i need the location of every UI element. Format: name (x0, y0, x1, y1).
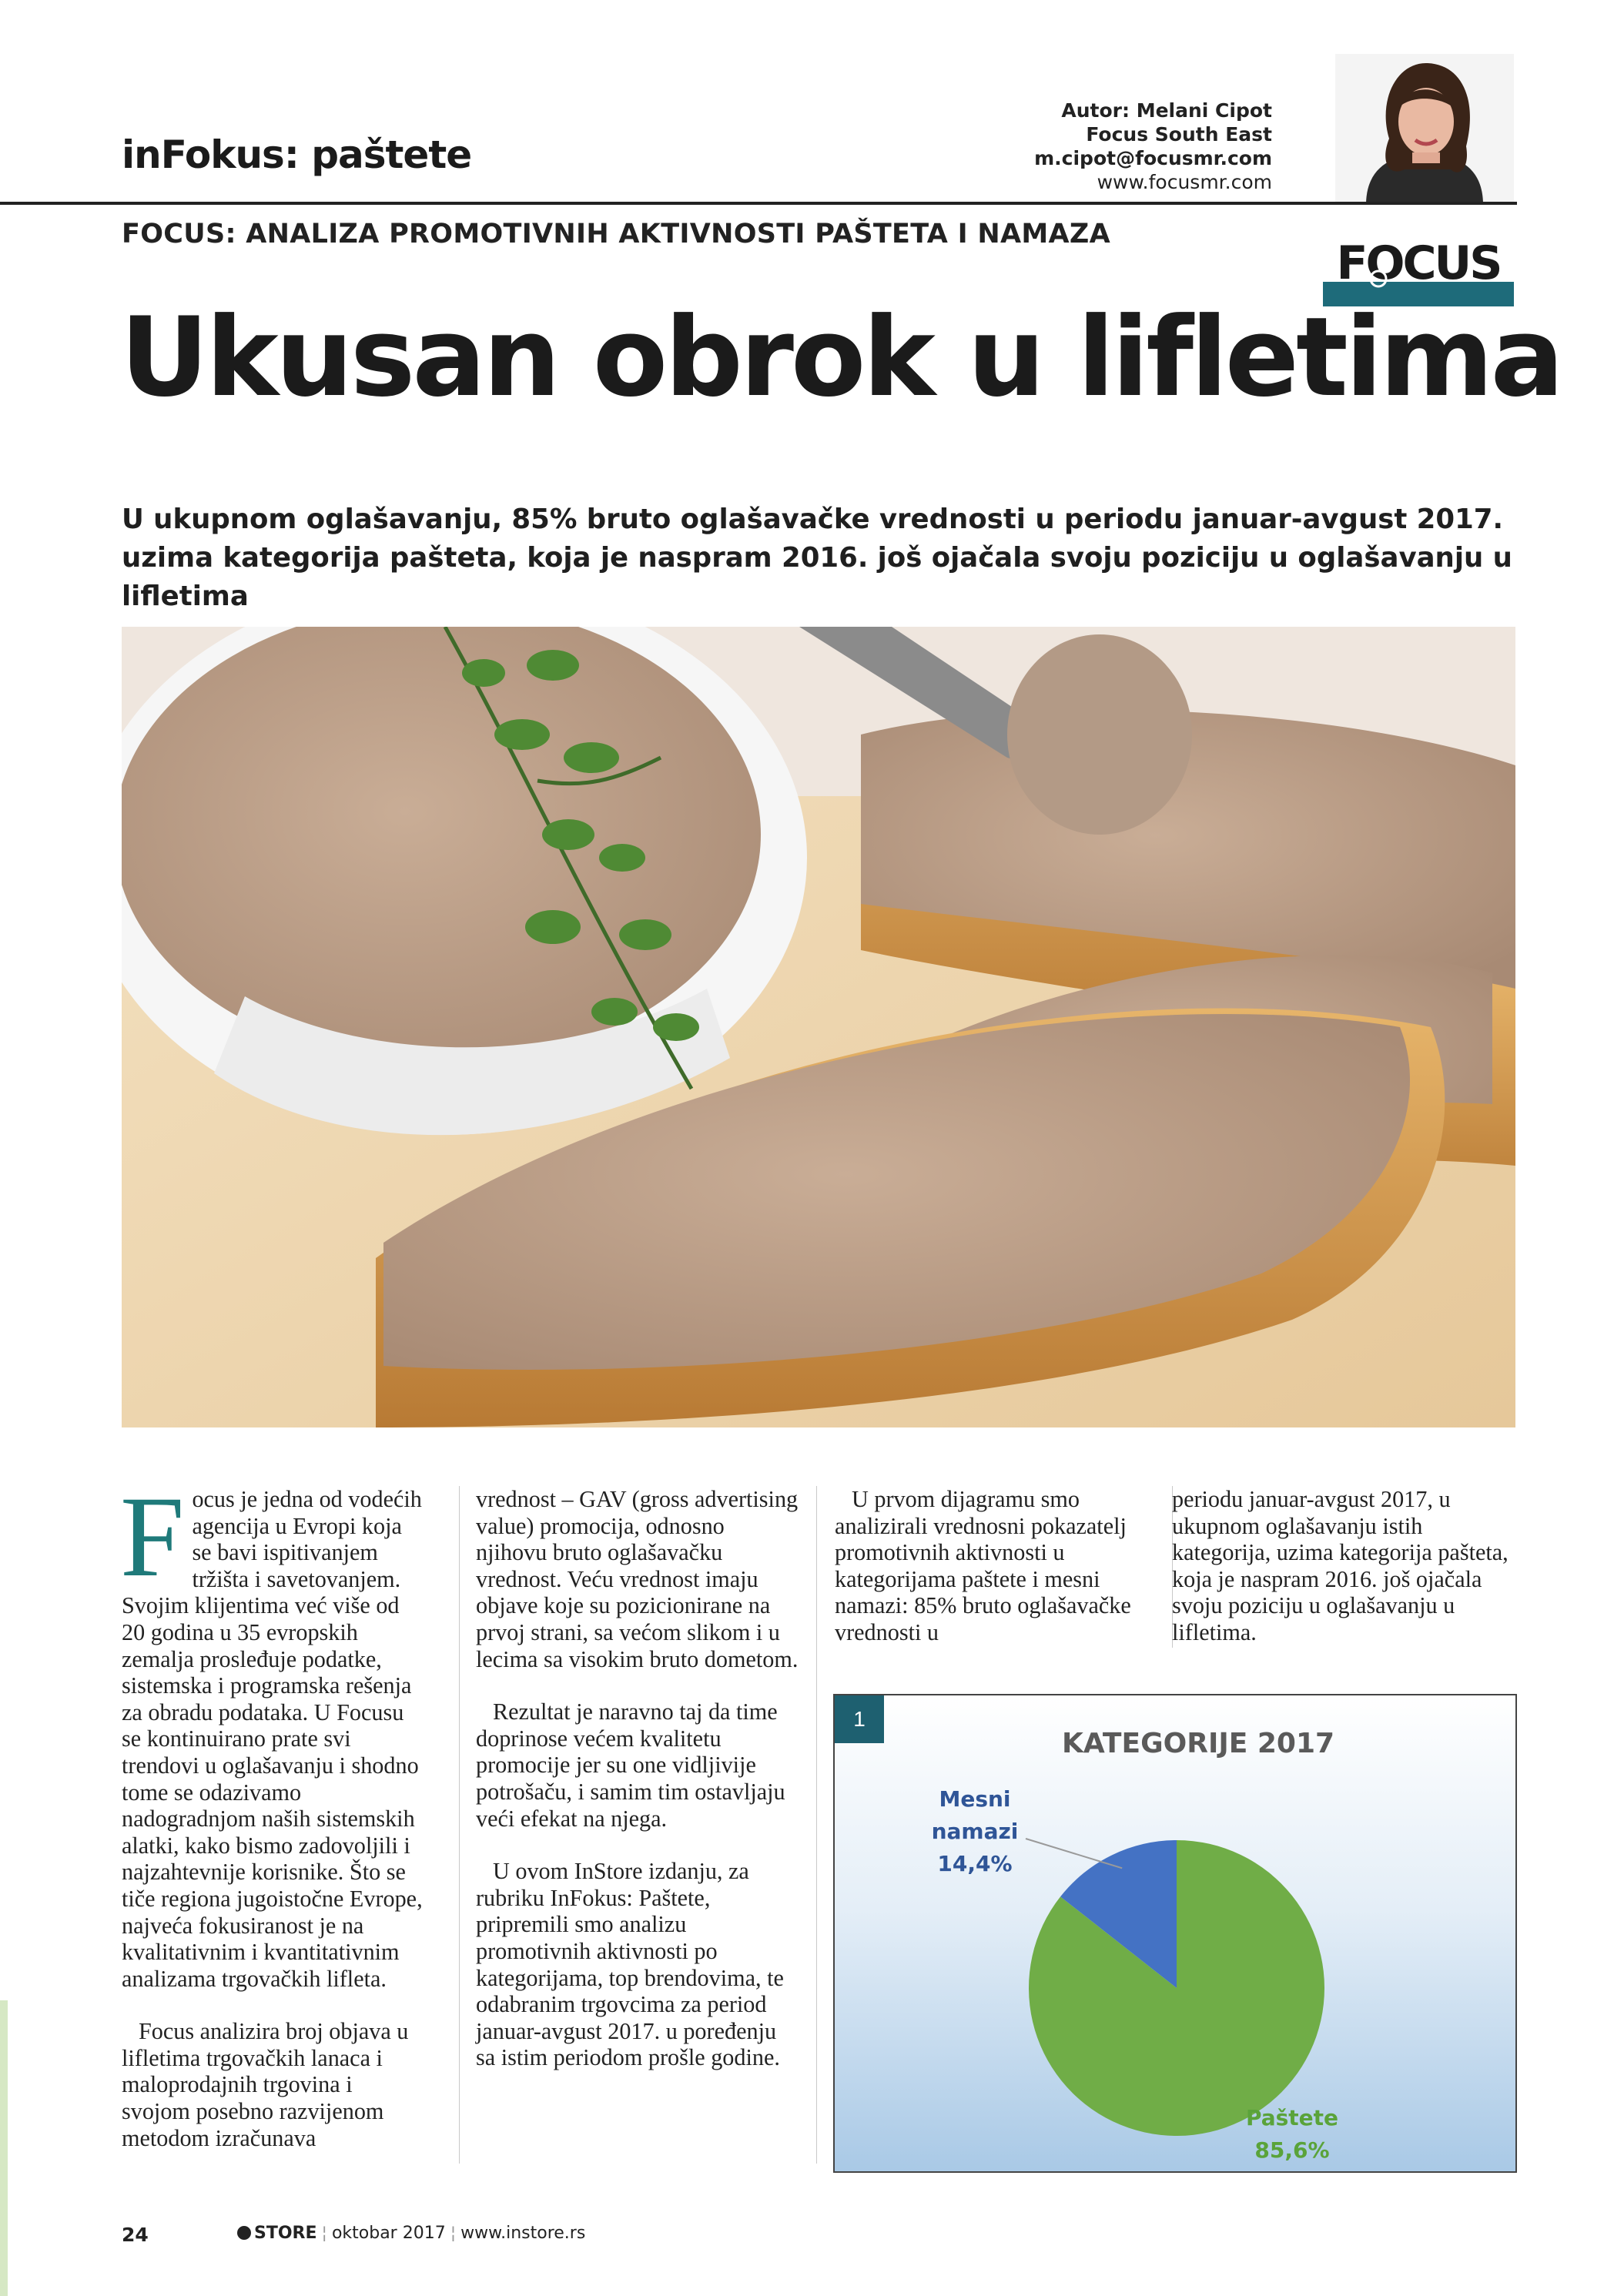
article-column-2 (476, 1486, 799, 2097)
article-column-1 (120, 1473, 424, 2177)
header-rule (0, 202, 1517, 205)
svg-text:FOCUS: FOCUS (1336, 236, 1501, 290)
pate-photo (122, 627, 1515, 1427)
paragraph: Rezultat je naravno taj da time doprinose većem kvalitetu promocije jer su one vidljivije potrošaču, i samim tim ostavljaju veći efekat na njega. (476, 1699, 785, 1832)
paragraph: periodu januar-avgust 2017, u ukupnom oglašavanju istih kategorija, uzima kategorija pašteta, koja je naspram 2016. još ojačala svoju poziciju u oglašavanju u lifletima. (1172, 1486, 1509, 1645)
rubric-title: inFokus: paštete (122, 132, 472, 177)
footer-line (237, 2224, 585, 2243)
author-company: Focus South East (1086, 123, 1272, 146)
footer-brand: STORE (254, 2224, 317, 2243)
kicker-line: FOCUS: ANALIZA PROMOTIVNIH AKTIVNOSTI PAŠTETA I NAMAZA (122, 219, 1110, 249)
pie-chart (835, 1695, 1515, 2171)
article-column-4 (1172, 1486, 1517, 1672)
author-web[interactable]: www.focusmr.com (1097, 171, 1272, 193)
column-divider-2 (816, 1486, 817, 2164)
drop-cap: F (120, 1473, 185, 1601)
paragraph: U ovom InStore izdanju, za rubriku InFokus: Paštete, pripremili smo analizu promotivnih aktivnosti po kategorijama, top brendovima, te odabranim trgovcima za period januar-avgust 2017. u poređenju sa istim periodom prošle godine. (476, 1858, 784, 2071)
paragraph: vrednost – GAV (gross advertising value) promocija, odnosno njihovu bruto oglašavačku vrednost. Veću vrednost imaju objave koje su pozicionirane na prvoj strani, sa većom slikom i u lecima sa visokim bruto dometom. (476, 1486, 799, 1672)
footer-separator: ¦ (321, 2224, 327, 2243)
page-number: 24 (122, 2224, 149, 2246)
footer-separator: ¦ (450, 2224, 457, 2243)
article-column-3 (835, 1486, 1167, 1672)
paragraph: ocus je jedna od vodećih agencija u Evropi koja se bavi ispitivanjem tržišta i savetovanjem. Svojim klijentima već više od 20 godina u 35 evropskih zemalja prosleđuje podatke, sistemska i programska rešenja za obradu podataka. U Focusu se kontinuirano prate svi trendovi u oglašavanju i shodno tome se odazivamo nadogradnjom naših sistemskih alatki, kako bismo zadovoljili i najzahtevnije korisnike. Što se tiče regiona jugoistočne Evrope, najveća fokusiranost je na kvalitativnim i kvantitativnim analizama trgovačkih lifleta. (122, 1486, 423, 1992)
instore-logo-icon (237, 2226, 251, 2240)
slice-value-mesni-namazi: 14,4% (937, 1851, 1013, 1876)
footer-date: oktobar 2017 (331, 2224, 446, 2243)
author-photo (1335, 54, 1514, 205)
side-accent-tab (0, 2000, 8, 2296)
author-box (1034, 99, 1272, 194)
author-email[interactable]: m.cipot@focusmr.com (1034, 147, 1272, 169)
paragraph: Focus analizira broj objava u lifletima trgovačkih lanaca i maloprodajnih trgovina i svojom posebno razvijenom metodom izračunava (122, 2018, 409, 2151)
slice-value-pastete: 85,6% (1254, 2137, 1330, 2163)
footer-web[interactable]: www.instore.rs (460, 2224, 586, 2243)
headline: Ukusan obrok u lifletima (120, 294, 1562, 421)
chart-title: KATEGORIJE 2017 (1061, 1728, 1335, 1759)
lead-paragraph: U ukupnom oglašavanju, 85% bruto oglašavačke vrednosti u periodu januar-avgust 2017. uzima kategorija pašteta, koja je naspram 2016. još ojačala svoju poziciju u oglašavanju u lifletima (122, 504, 1512, 612)
chart-number: 1 (835, 1695, 884, 1743)
slice-label-mesni-namazi-line1: Mesni (939, 1786, 1011, 1812)
slice-label-pastete: Paštete (1245, 2105, 1339, 2130)
leader-line (1026, 1839, 1122, 1868)
slice-label-mesni-namazi-line2: namazi (931, 1819, 1019, 1844)
author-name: Autor: Melani Cipot (1061, 99, 1272, 122)
column-divider-1 (459, 1486, 460, 2164)
pie-chart-box (833, 1694, 1517, 2173)
paragraph: U prvom dijagramu smo analizirali vrednosni pokazatelj promotivnih aktivnosti u kategorijama paštete i mesni namazi: 85% bruto oglašavačke vrednosti u (835, 1486, 1131, 1645)
